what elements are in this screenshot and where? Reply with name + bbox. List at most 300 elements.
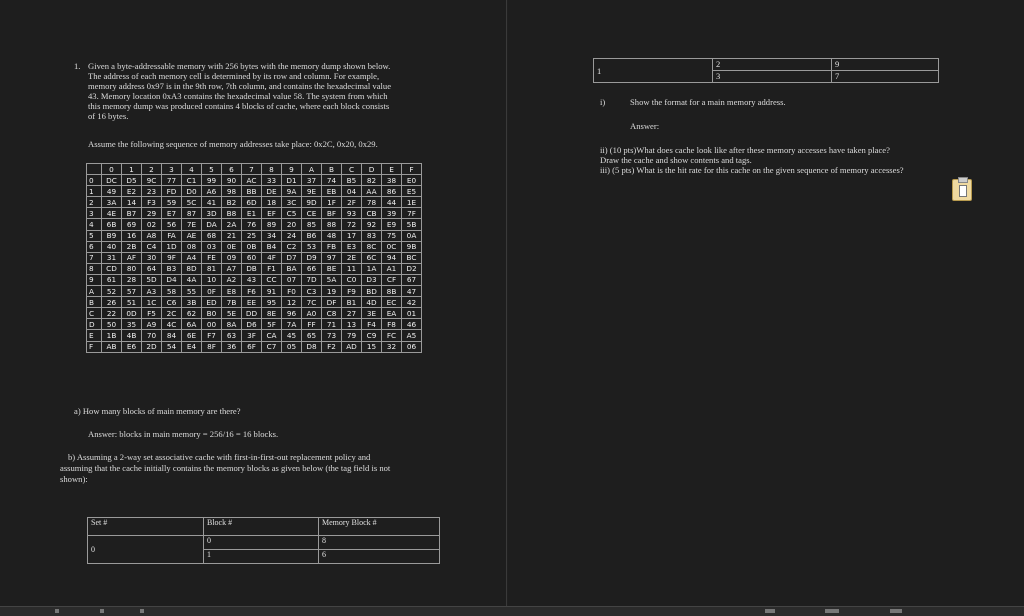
memory-cell: 07 xyxy=(282,274,302,285)
memory-cell: B0 xyxy=(202,308,222,319)
memory-cell: 6C xyxy=(362,252,382,263)
row-header: 4 xyxy=(87,219,102,230)
memory-cell: 9D xyxy=(302,197,322,208)
address-sequence: Assume the following sequence of memory addresses take place: 0x2C, 0x20, 0x29. xyxy=(88,139,378,149)
memory-cell: 2C xyxy=(162,308,182,319)
memory-cell: E1 xyxy=(242,208,262,219)
set-header: Set # xyxy=(88,518,204,536)
column-header: 6 xyxy=(222,164,242,175)
memory-cell: BA xyxy=(282,263,302,274)
memory-cell: 11 xyxy=(342,263,362,274)
column-header: 4 xyxy=(182,164,202,175)
memory-cell: 60 xyxy=(242,252,262,263)
memory-cell: 43 xyxy=(242,274,262,285)
memory-cell: FF xyxy=(302,319,322,330)
memory-cell: 31 xyxy=(102,252,122,263)
memory-cell: 74 xyxy=(322,175,342,186)
memory-cell: DA xyxy=(202,219,222,230)
memory-cell: FE xyxy=(202,252,222,263)
memory-cell: C8 xyxy=(322,308,342,319)
part-ii-line: ii) (10 pts)What does cache look like after these memory accesses have taken place? xyxy=(600,145,890,155)
memory-cell: 95 xyxy=(262,297,282,308)
memory-cell: 2A xyxy=(222,219,242,230)
memory-cell: 20 xyxy=(282,219,302,230)
memory-cell: D7 xyxy=(282,252,302,263)
toolbar-marker-icon xyxy=(100,609,104,613)
memory-cell: FC xyxy=(382,330,402,341)
memory-cell: E2 xyxy=(122,186,142,197)
memory-block-cell: 6 xyxy=(319,550,440,564)
memory-cell: 27 xyxy=(342,308,362,319)
column-header: 0 xyxy=(102,164,122,175)
row-header: C xyxy=(87,308,102,319)
column-header: 2 xyxy=(142,164,162,175)
row-header: 3 xyxy=(87,208,102,219)
table-row xyxy=(87,186,422,197)
memory-cell: 1C xyxy=(142,297,162,308)
address-format-table xyxy=(593,58,939,83)
memory-cell: 50 xyxy=(102,319,122,330)
memory-cell: 4B xyxy=(122,330,142,341)
memory-cell: 9B xyxy=(402,241,422,252)
memory-cell: 6B xyxy=(102,219,122,230)
memory-cell: 37 xyxy=(302,175,322,186)
memory-cell: 29 xyxy=(142,208,162,219)
memory-cell: 76 xyxy=(242,219,262,230)
memory-cell: 39 xyxy=(382,208,402,219)
format-cell: 2 xyxy=(713,59,832,71)
memory-cell: B8 xyxy=(222,208,242,219)
memory-cell: 73 xyxy=(322,330,342,341)
memory-cell: D5 xyxy=(122,175,142,186)
memory-cell: 90 xyxy=(222,175,242,186)
memory-cell: E7 xyxy=(162,208,182,219)
memory-cell: E6 xyxy=(122,341,142,352)
table-row xyxy=(87,330,422,341)
memory-cell: 78 xyxy=(362,197,382,208)
memory-cell: F5 xyxy=(142,308,162,319)
row-header: 2 xyxy=(87,197,102,208)
memory-cell: EE xyxy=(242,297,262,308)
memory-cell: 2D xyxy=(142,341,162,352)
memory-cell: A8 xyxy=(142,230,162,241)
row-header: 1 xyxy=(87,186,102,197)
memory-cell: 9A xyxy=(282,186,302,197)
memory-cell: 47 xyxy=(402,286,422,297)
memory-cell: 88 xyxy=(322,219,342,230)
memory-cell: C9 xyxy=(362,330,382,341)
memory-cell: D6 xyxy=(242,319,262,330)
memory-cell: 16 xyxy=(122,230,142,241)
memory-cell: 2B xyxy=(122,241,142,252)
memory-cell: CD xyxy=(102,263,122,274)
memory-cell: 89 xyxy=(262,219,282,230)
memory-cell: C4 xyxy=(142,241,162,252)
format-cell: 3 xyxy=(713,71,832,83)
memory-cell: 0E xyxy=(222,241,242,252)
memory-cell: AB xyxy=(102,341,122,352)
row-header: 7 xyxy=(87,252,102,263)
clipboard-icon[interactable] xyxy=(952,179,972,201)
intro-line: Given a byte-addressable memory with 256 bytes with the memory dump shown below. xyxy=(88,61,391,71)
memory-cell: 5A xyxy=(322,274,342,285)
memory-cell: 14 xyxy=(122,197,142,208)
memory-cell: C2 xyxy=(282,241,302,252)
memory-cell: 75 xyxy=(382,230,402,241)
intro-line: memory address 0x97 is in the 9th row, 7th column, and contains the hexadecimal value xyxy=(88,81,392,91)
memory-cell: F0 xyxy=(282,286,302,297)
column-header: 1 xyxy=(122,164,142,175)
memory-cell: 6E xyxy=(182,330,202,341)
memory-cell: 40 xyxy=(102,241,122,252)
memory-cell: 1A xyxy=(362,263,382,274)
memory-cell: A2 xyxy=(222,274,242,285)
memory-cell: B6 xyxy=(302,230,322,241)
memory-cell: F2 xyxy=(322,341,342,352)
memory-cell: 0C xyxy=(382,241,402,252)
memory-cell: 04 xyxy=(342,186,362,197)
memory-cell: 28 xyxy=(122,274,142,285)
memory-cell: 34 xyxy=(262,230,282,241)
memory-cell: 93 xyxy=(342,208,362,219)
intro-line: 43. Memory location 0xA3 contains the hexadecimal value 58. The system from which xyxy=(88,91,388,101)
memory-cell: BE xyxy=(322,263,342,274)
memory-cell: 56 xyxy=(162,219,182,230)
memory-cell: 30 xyxy=(142,252,162,263)
memory-cell: 5F xyxy=(262,319,282,330)
memory-cell: DF xyxy=(322,297,342,308)
memory-cell: 5D xyxy=(142,274,162,285)
memory-cell: 0D xyxy=(122,308,142,319)
memory-cell: BC xyxy=(402,252,422,263)
memory-cell: 72 xyxy=(342,219,362,230)
memory-cell: D4 xyxy=(162,274,182,285)
left-page xyxy=(0,0,507,606)
memory-block-header: Memory Block # xyxy=(319,518,440,536)
memory-cell: C3 xyxy=(302,286,322,297)
memory-cell: 22 xyxy=(102,308,122,319)
memory-cell: 70 xyxy=(142,330,162,341)
memory-block-cell: 8 xyxy=(319,536,440,550)
row-header: 5 xyxy=(87,230,102,241)
memory-cell: 9C xyxy=(142,175,162,186)
memory-cell: 53 xyxy=(302,241,322,252)
memory-cell: 68 xyxy=(202,230,222,241)
table-row xyxy=(87,297,422,308)
memory-cell: 80 xyxy=(122,263,142,274)
memory-cell: 9F xyxy=(162,252,182,263)
format-cell: 7 xyxy=(832,71,939,83)
toolbar-marker-icon xyxy=(55,609,59,613)
memory-cell: 23 xyxy=(142,186,162,197)
column-header: 7 xyxy=(242,164,262,175)
memory-cell: 64 xyxy=(142,263,162,274)
memory-cell: B7 xyxy=(122,208,142,219)
memory-cell: CC xyxy=(262,274,282,285)
column-header: C xyxy=(342,164,362,175)
memory-cell: 8E xyxy=(262,308,282,319)
block-header: Block # xyxy=(204,518,319,536)
row-header: D xyxy=(87,319,102,330)
memory-cell: E0 xyxy=(402,175,422,186)
row-header: E xyxy=(87,330,102,341)
memory-cell: B4 xyxy=(262,241,282,252)
part-b-line: shown): xyxy=(60,474,88,484)
memory-cell: 58 xyxy=(162,286,182,297)
memory-cell: B2 xyxy=(222,197,242,208)
memory-cell: D1 xyxy=(282,175,302,186)
memory-cell: 71 xyxy=(322,319,342,330)
memory-cell: C6 xyxy=(162,297,182,308)
memory-cell: 55 xyxy=(182,286,202,297)
memory-cell: AA xyxy=(362,186,382,197)
memory-cell: 5C xyxy=(182,197,202,208)
toolbar-button-icon[interactable] xyxy=(825,609,839,613)
memory-cell: 77 xyxy=(162,175,182,186)
memory-cell: 21 xyxy=(222,230,242,241)
memory-cell: CA xyxy=(262,330,282,341)
memory-cell: 98 xyxy=(222,186,242,197)
memory-cell: 36 xyxy=(222,341,242,352)
memory-cell: 6D xyxy=(242,197,262,208)
memory-cell: 87 xyxy=(182,208,202,219)
memory-cell: 3B xyxy=(182,297,202,308)
table-row xyxy=(87,286,422,297)
memory-cell: 84 xyxy=(162,330,182,341)
memory-cell: D9 xyxy=(302,252,322,263)
toolbar-button-icon[interactable] xyxy=(765,609,775,613)
memory-cell: C0 xyxy=(342,274,362,285)
block-cell: 0 xyxy=(204,536,319,550)
memory-cell: DC xyxy=(102,175,122,186)
memory-cell: 51 xyxy=(122,297,142,308)
memory-cell: 7A xyxy=(282,319,302,330)
memory-cell: A0 xyxy=(302,308,322,319)
memory-cell: 3A xyxy=(102,197,122,208)
memory-cell: 19 xyxy=(322,286,342,297)
memory-cell: B5 xyxy=(342,175,362,186)
memory-cell: 17 xyxy=(342,230,362,241)
row-header: B xyxy=(87,297,102,308)
column-header: 3 xyxy=(162,164,182,175)
cache-table xyxy=(87,517,440,564)
memory-cell: 49 xyxy=(102,186,122,197)
memory-cell: AD xyxy=(342,341,362,352)
part-i-answer-label: Answer: xyxy=(630,121,660,131)
memory-cell: 45 xyxy=(282,330,302,341)
memory-cell: CF xyxy=(382,274,402,285)
memory-cell: CB xyxy=(362,208,382,219)
table-row xyxy=(87,341,422,352)
memory-cell: D8 xyxy=(302,341,322,352)
memory-cell: AC xyxy=(242,175,262,186)
memory-cell: 01 xyxy=(402,308,422,319)
memory-cell: 2F xyxy=(342,197,362,208)
memory-cell: 7F xyxy=(402,208,422,219)
table-row xyxy=(87,241,422,252)
table-row xyxy=(87,197,422,208)
memory-cell: ED xyxy=(202,297,222,308)
memory-cell: 1E xyxy=(402,197,422,208)
memory-cell: 3C xyxy=(282,197,302,208)
memory-cell: 18 xyxy=(262,197,282,208)
memory-cell: EF xyxy=(262,208,282,219)
memory-cell: 82 xyxy=(362,175,382,186)
memory-cell: F8 xyxy=(382,319,402,330)
column-header: F xyxy=(402,164,422,175)
memory-cell: D0 xyxy=(182,186,202,197)
memory-cell: 15 xyxy=(362,341,382,352)
memory-cell: A4 xyxy=(182,252,202,263)
memory-cell: F9 xyxy=(342,286,362,297)
table-row xyxy=(87,208,422,219)
memory-cell: 13 xyxy=(342,319,362,330)
memory-cell: 0B xyxy=(242,241,262,252)
memory-cell: E5 xyxy=(402,186,422,197)
memory-cell: 69 xyxy=(122,219,142,230)
memory-cell: C5 xyxy=(282,208,302,219)
format-cell: 9 xyxy=(832,59,939,71)
row-header: 6 xyxy=(87,241,102,252)
memory-cell: 59 xyxy=(162,197,182,208)
memory-cell: DE xyxy=(262,186,282,197)
memory-cell: E3 xyxy=(342,241,362,252)
memory-cell: 09 xyxy=(222,252,242,263)
row-header: F xyxy=(87,341,102,352)
memory-cell: 3E xyxy=(362,308,382,319)
memory-cell: 4D xyxy=(362,297,382,308)
memory-cell: 33 xyxy=(262,175,282,186)
memory-cell: A7 xyxy=(222,263,242,274)
memory-cell: 0A xyxy=(402,230,422,241)
memory-cell: 97 xyxy=(322,252,342,263)
memory-cell: 35 xyxy=(122,319,142,330)
part-b-line: b) Assuming a 2-way set associative cache with first-in-first-out replacement policy and xyxy=(68,452,371,462)
memory-cell: 86 xyxy=(382,186,402,197)
memory-cell: 63 xyxy=(222,330,242,341)
memory-cell: 52 xyxy=(102,286,122,297)
memory-cell: 94 xyxy=(382,252,402,263)
memory-cell: EA xyxy=(382,308,402,319)
memory-cell: CE xyxy=(302,208,322,219)
memory-cell: 2E xyxy=(342,252,362,263)
part-i-label: i) xyxy=(600,97,606,107)
part-iii-line: iii) (5 pts) What is the hit rate for this cache on the given sequence of memory accesses? xyxy=(600,165,904,175)
memory-cell: 4F xyxy=(262,252,282,263)
memory-cell: A6 xyxy=(202,186,222,197)
set-cell: 0 xyxy=(88,536,204,564)
memory-cell: AE xyxy=(182,230,202,241)
column-header: B xyxy=(322,164,342,175)
row-header: 9 xyxy=(87,274,102,285)
memory-cell: 10 xyxy=(202,274,222,285)
memory-cell: 7B xyxy=(222,297,242,308)
memory-cell: F4 xyxy=(362,319,382,330)
memory-cell: A9 xyxy=(142,319,162,330)
table-row xyxy=(87,308,422,319)
memory-cell: 7C xyxy=(302,297,322,308)
part-b-line: assuming that the cache initially contains the memory blocks as given below (the tag field is not xyxy=(60,463,391,473)
memory-cell: A5 xyxy=(402,330,422,341)
memory-cell: 24 xyxy=(282,230,302,241)
memory-cell: A1 xyxy=(382,263,402,274)
memory-cell: 05 xyxy=(282,341,302,352)
memory-cell: 03 xyxy=(202,241,222,252)
memory-cell: DD xyxy=(242,308,262,319)
memory-cell: 85 xyxy=(302,219,322,230)
memory-cell: AF xyxy=(122,252,142,263)
memory-cell: 92 xyxy=(362,219,382,230)
memory-cell: EB xyxy=(322,186,342,197)
memory-cell: 08 xyxy=(182,241,202,252)
memory-cell: 4E xyxy=(102,208,122,219)
memory-cell: 1F xyxy=(322,197,342,208)
memory-cell: FA xyxy=(162,230,182,241)
format-row-label: 1 xyxy=(594,59,713,83)
memory-cell: 12 xyxy=(282,297,302,308)
memory-cell: 25 xyxy=(242,230,262,241)
table-row xyxy=(87,219,422,230)
memory-cell: 65 xyxy=(302,330,322,341)
memory-cell: F3 xyxy=(142,197,162,208)
memory-cell: F6 xyxy=(242,286,262,297)
memory-cell: 32 xyxy=(382,341,402,352)
question-number: 1. xyxy=(74,61,81,71)
memory-cell: C1 xyxy=(182,175,202,186)
toolbar-marker-icon xyxy=(140,609,144,613)
memory-cell: 3F xyxy=(242,330,262,341)
memory-cell: E8 xyxy=(222,286,242,297)
memory-cell: 8F xyxy=(202,341,222,352)
memory-cell: EC xyxy=(382,297,402,308)
memory-cell: 8C xyxy=(362,241,382,252)
memory-cell: 1D xyxy=(162,241,182,252)
memory-cell: 67 xyxy=(402,274,422,285)
memory-cell: 46 xyxy=(402,319,422,330)
memory-cell: 26 xyxy=(102,297,122,308)
memory-cell: E9 xyxy=(382,219,402,230)
table-row xyxy=(87,252,422,263)
memory-cell: 9E xyxy=(302,186,322,197)
memory-cell: 41 xyxy=(202,197,222,208)
memory-cell: 6A xyxy=(182,319,202,330)
memory-cell: 5B xyxy=(402,219,422,230)
memory-cell: BD xyxy=(362,286,382,297)
memory-cell: E4 xyxy=(182,341,202,352)
memory-cell: D3 xyxy=(362,274,382,285)
memory-cell: 6F xyxy=(242,341,262,352)
column-header: E xyxy=(382,164,402,175)
block-cell: 1 xyxy=(204,550,319,564)
memory-cell: 5E xyxy=(222,308,242,319)
column-header: A xyxy=(302,164,322,175)
memory-cell: 8B xyxy=(382,286,402,297)
intro-line: this memory dump was produced contains 4 blocks of cache, where each block consists xyxy=(88,101,390,111)
intro-line: The address of each memory cell is determined by its row and column. For example, xyxy=(88,71,380,81)
memory-cell: 61 xyxy=(102,274,122,285)
corner-cell xyxy=(87,164,102,175)
table-row xyxy=(87,319,422,330)
toolbar-button-icon[interactable] xyxy=(890,609,902,613)
memory-cell: B1 xyxy=(342,297,362,308)
memory-cell: 83 xyxy=(362,230,382,241)
memory-cell: 4A xyxy=(182,274,202,285)
intro-line: of 16 bytes. xyxy=(88,111,129,121)
memory-cell: 57 xyxy=(122,286,142,297)
memory-cell: FB xyxy=(322,241,342,252)
memory-cell: 91 xyxy=(262,286,282,297)
memory-cell: F7 xyxy=(202,330,222,341)
